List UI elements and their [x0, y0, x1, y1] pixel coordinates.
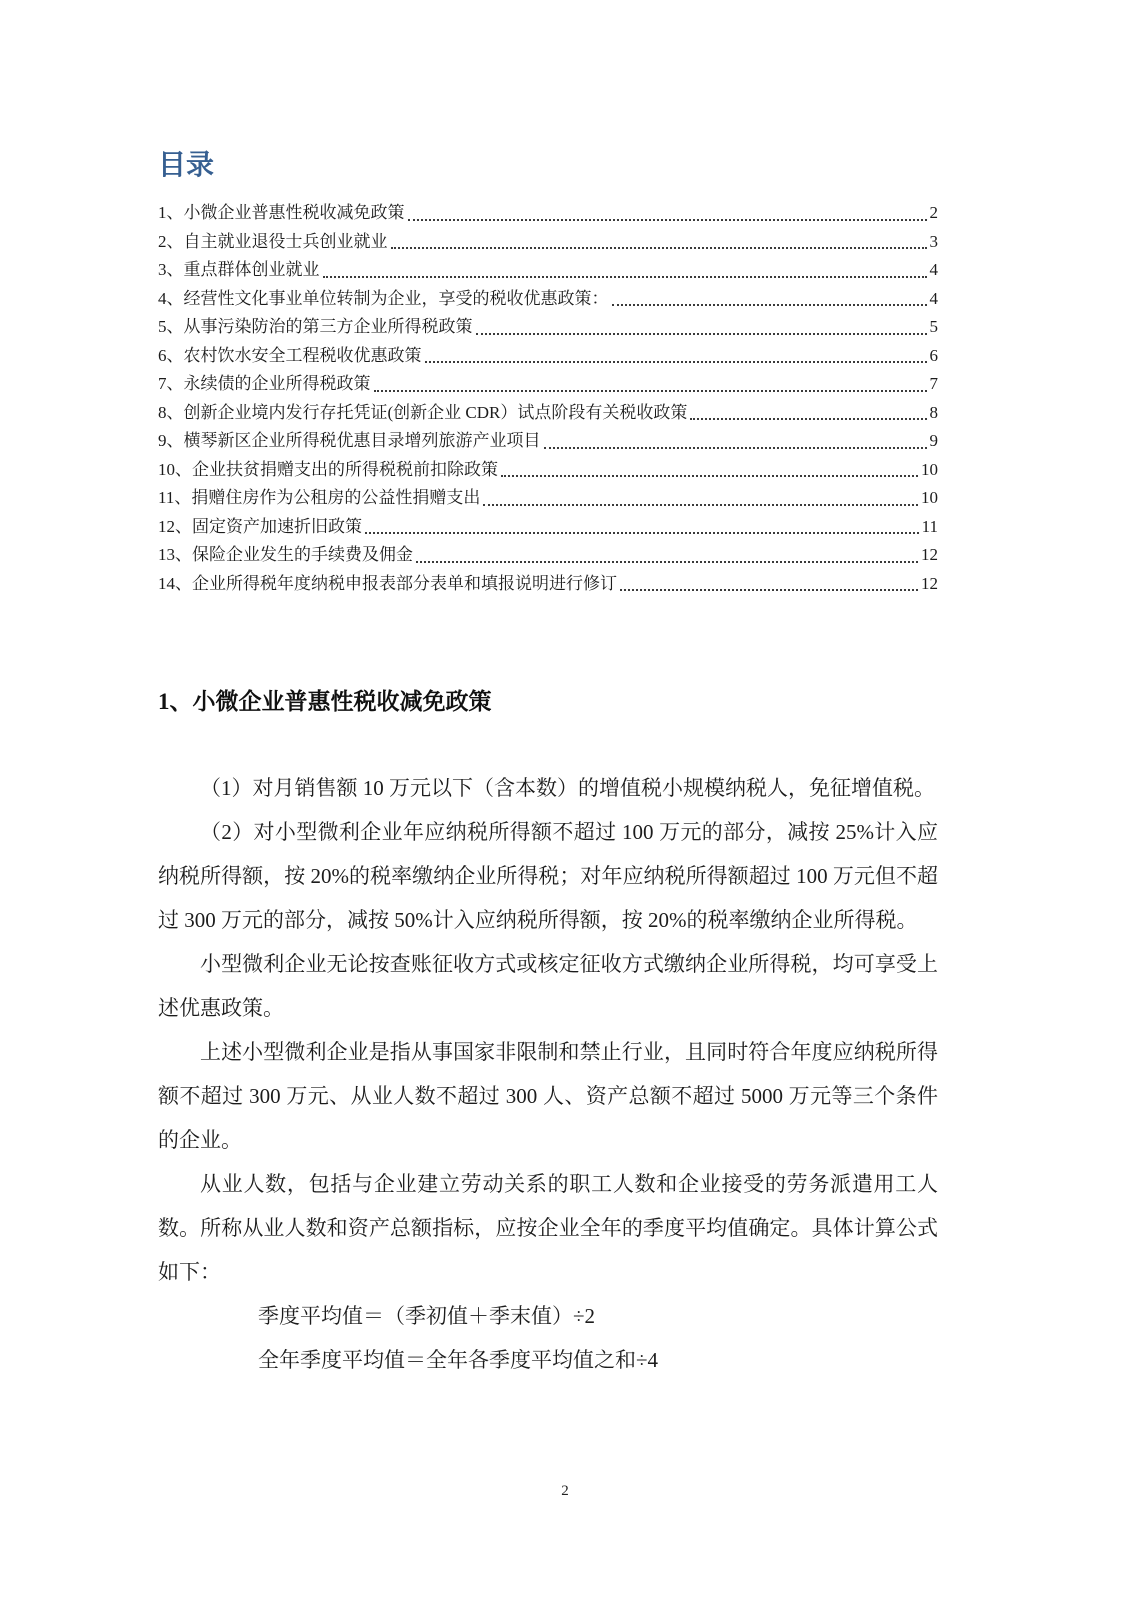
toc-leader-dots: [425, 361, 927, 363]
toc-entry-page-number: 7: [929, 374, 938, 393]
toc-entry-label: 13、保险企业发生的手续费及佣金: [158, 545, 413, 564]
toc-entry-label: 4、经营性文化事业单位转制为企业，享受的税收优惠政策：: [158, 288, 609, 308]
toc-leader-dots: [544, 447, 927, 449]
formula-line: 全年季度平均值＝全年各季度平均值之和÷4: [258, 1348, 659, 1372]
toc-entry-label: 5、从事污染防治的第三方企业所得税政策: [158, 317, 473, 336]
toc-entry-page-number: 12: [921, 545, 938, 564]
toc-entry[interactable]: [158, 256, 938, 285]
toc-entry[interactable]: [158, 228, 938, 257]
toc-entry-page-number: 11: [921, 516, 938, 536]
toc-title: 目录: [158, 150, 215, 181]
toc-leader-dots: [323, 276, 927, 278]
formula-block: [158, 1294, 938, 1382]
toc-entry-page-number: 10: [921, 488, 938, 507]
toc-entry-page-number: 4: [929, 288, 938, 308]
toc-entry-label: 14、企业所得税年度纳税申报表部分表单和填报说明进行修订: [158, 573, 617, 593]
toc-leader-dots: [476, 333, 927, 335]
toc-entry-page-number: 4: [929, 260, 938, 279]
toc-leader-dots: [365, 532, 919, 534]
toc-entry-label: 8、创新企业境内发行存托凭证(创新企业 CDR）试点阶段有关税收政策: [158, 402, 688, 422]
toc-leader-dots: [501, 475, 918, 477]
toc-leader-dots: [612, 304, 927, 306]
toc-leader-dots: [416, 561, 918, 563]
section-body: [158, 766, 938, 1294]
page-number: 2: [561, 1483, 569, 1499]
toc-entry-page-number: 6: [929, 345, 938, 365]
toc-leader-dots: [620, 589, 918, 591]
toc-entry[interactable]: [158, 342, 938, 371]
toc-entry-label: 7、永续债的企业所得税政策: [158, 374, 371, 393]
body-paragraph: （1）对月销售额 10 万元以下（含本数）的增值税小规模纳税人，免征增值税。: [200, 776, 935, 800]
toc-entry[interactable]: [158, 313, 938, 342]
toc-leader-dots: [483, 504, 918, 506]
toc-entry-page-number: 8: [929, 402, 938, 422]
body-paragraph: 上述小型微利企业是指从事国家非限制和禁止行业，且同时符合年度应纳税所得额不超过 300 万元、从业人数不超过 300 人、资产总额不超过 5000 万元等三个条件的企业。: [158, 1040, 938, 1152]
toc-entry-page-number: 9: [929, 431, 938, 450]
toc-entry-label: 11、捐赠住房作为公租房的公益性捐赠支出: [158, 488, 481, 507]
toc-list: [158, 199, 938, 598]
body-paragraph: （2）对小型微利企业年应纳税所得额不超过 100 万元的部分，减按 25%计入应纳税所得额，按 20%的税率缴纳企业所得税；对年应纳税所得额超过 100 万元但不超过 300 万元的部分，减按 50%计入应纳税所得额，按 20%的税率缴纳企业所得税。: [158, 820, 938, 932]
toc-entry-page-number: 3: [929, 231, 938, 251]
toc-leader-dots: [374, 390, 927, 392]
toc-entry-page-number: 2: [929, 203, 938, 222]
toc-entry[interactable]: [158, 456, 938, 485]
toc-entry[interactable]: [158, 427, 938, 456]
toc-entry-page-number: 12: [921, 573, 938, 593]
toc-entry-label: 3、重点群体创业就业: [158, 260, 320, 279]
toc-entry[interactable]: [158, 484, 938, 513]
toc-entry-label: 1、小微企业普惠性税收减免政策: [158, 203, 405, 222]
section-heading: 1、小微企业普惠性税收减免政策: [158, 689, 492, 714]
body-paragraph: 小型微利企业无论按查账征收方式或核定征收方式缴纳企业所得税，均可享受上述优惠政策。: [158, 952, 938, 1020]
toc-entry[interactable]: [158, 199, 938, 228]
toc-entry[interactable]: [158, 399, 938, 428]
toc-leader-dots: [391, 247, 927, 249]
toc-entry-label: 10、企业扶贫捐赠支出的所得税税前扣除政策: [158, 459, 498, 479]
toc-entry[interactable]: [158, 541, 938, 570]
toc-entry-label: 9、横琴新区企业所得税优惠目录增列旅游产业项目: [158, 431, 541, 450]
toc-entry-label: 12、固定资产加速折旧政策: [158, 516, 362, 536]
toc-entry[interactable]: [158, 285, 938, 314]
toc-entry-label: 6、农村饮水安全工程税收优惠政策: [158, 345, 422, 365]
toc-leader-dots: [690, 418, 926, 420]
toc-entry[interactable]: [158, 513, 938, 542]
body-paragraph: 从业人数，包括与企业建立劳动关系的职工人数和企业接受的劳务派遣用工人数。所称从业人数和资产总额指标，应按企业全年的季度平均值确定。具体计算公式如下：: [158, 1172, 938, 1284]
toc-leader-dots: [408, 219, 927, 221]
toc-entry-label: 2、自主就业退役士兵创业就业: [158, 231, 388, 251]
formula-line: 季度平均值＝（季初值＋季末值）÷2: [258, 1304, 596, 1328]
toc-entry-page-number: 10: [921, 459, 938, 479]
toc-entry[interactable]: [158, 370, 938, 399]
toc-entry-page-number: 5: [929, 317, 938, 336]
toc-entry[interactable]: [158, 570, 938, 599]
